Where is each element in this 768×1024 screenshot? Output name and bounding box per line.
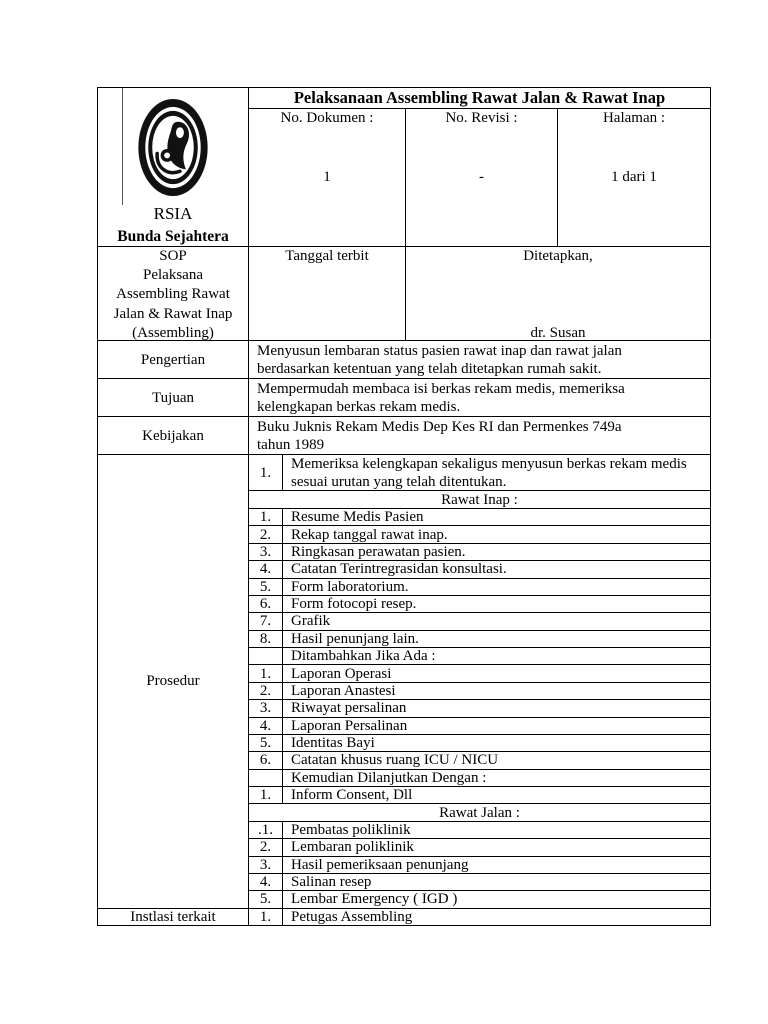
rawat-inap-item-text: Rekap tanggal rawat inap. bbox=[283, 526, 711, 543]
signatory-name: dr. Susan bbox=[530, 325, 586, 341]
lanjutan-item-number: 1. bbox=[249, 787, 283, 804]
hospital-identity-cell bbox=[98, 88, 249, 247]
rawat-jalan-item-text: Hasil pemeriksaan penunjang bbox=[283, 857, 711, 874]
tujuan-text-line: Mempermudah membaca isi berkas rekam medis, memeriksa bbox=[257, 380, 625, 397]
tambahan-item-number: 4. bbox=[249, 718, 283, 735]
document-title: Pelaksanaan Assembling Rawat Jalan & Rawat Inap bbox=[249, 88, 711, 109]
prosedur-step-text bbox=[283, 455, 711, 491]
no-dokumen-value: 1 bbox=[323, 169, 331, 185]
rawat-jalan-item-number: 5. bbox=[249, 891, 283, 908]
rawat-inap-item-number: 2. bbox=[249, 526, 283, 543]
rawat-inap-item-text: Catatan Terintregrasidan konsultasi. bbox=[283, 561, 711, 578]
tujuan-label: Tujuan bbox=[98, 379, 249, 417]
tujuan-text-line: kelengkapan berkas rekam medis. bbox=[257, 398, 461, 415]
rawat-inap-item-number: 7. bbox=[249, 613, 283, 630]
rawat-jalan-item-text: Salinan resep bbox=[283, 874, 711, 891]
rawat-inap-item-text: Grafik bbox=[283, 613, 711, 630]
rawat-inap-item-text: Ringkasan perawatan pasien. bbox=[283, 544, 711, 561]
kebijakan-text-line: Buku Juknis Rekam Medis Dep Kes RI dan Permenkes 749a bbox=[257, 418, 622, 435]
rawat-jalan-heading: Rawat Jalan : bbox=[249, 804, 711, 821]
sop-label-line: (Assembling) bbox=[132, 324, 214, 341]
prosedur-label: Prosedur bbox=[98, 455, 249, 909]
rawat-jalan-item-number: 3. bbox=[249, 857, 283, 874]
rawat-inap-item-text: Form fotocopi resep. bbox=[283, 596, 711, 613]
rawat-jalan-item-number: 4. bbox=[249, 874, 283, 891]
tambahan-item-text: Riwayat persalinan bbox=[283, 700, 711, 717]
sop-document-table bbox=[97, 87, 711, 926]
rawat-inap-item-text: Resume Medis Pasien bbox=[283, 509, 711, 526]
no-dokumen-cell bbox=[249, 109, 406, 247]
rawat-inap-item-number: 4. bbox=[249, 561, 283, 578]
sop-label-line: Assembling Rawat bbox=[116, 286, 230, 303]
sop-label-line: Pelaksana bbox=[143, 267, 203, 284]
rawat-inap-item-number: 6. bbox=[249, 596, 283, 613]
no-revisi-label: No. Revisi : bbox=[445, 110, 518, 126]
rawat-jalan-item-number: 2. bbox=[249, 839, 283, 856]
tambahan-item-text: Catatan khusus ruang ICU / NICU bbox=[283, 752, 711, 769]
instalasi-terkait-label: Instlasi terkait bbox=[98, 909, 249, 926]
tambahan-item-text: Laporan Anastesi bbox=[283, 683, 711, 700]
halaman-label: Halaman : bbox=[602, 110, 666, 126]
sop-label-line: SOP bbox=[159, 248, 187, 264]
tanggal-terbit-cell bbox=[249, 247, 406, 341]
halaman-cell bbox=[558, 109, 711, 247]
tambahan-heading: Ditambahkan Jika Ada : bbox=[283, 648, 711, 665]
prosedur-step-text-line: Memeriksa kelengkapan sekaligus menyusun berkas rekam medis bbox=[291, 455, 687, 472]
pengertian-text-line: Menyusun lembaran status pasien rawat inap dan rawat jalan bbox=[257, 342, 622, 359]
tambahan-item-number: 3. bbox=[249, 700, 283, 717]
ditetapkan-cell bbox=[406, 247, 711, 341]
rawat-inap-item-number: 1. bbox=[249, 509, 283, 526]
rawat-jalan-item-number: .1. bbox=[249, 822, 283, 839]
rawat-jalan-item-text: Pembatas poliklinik bbox=[283, 822, 711, 839]
rawat-inap-item-number: 5. bbox=[249, 579, 283, 596]
tambahan-item-text: Laporan Operasi bbox=[283, 665, 711, 682]
kebijakan-text-line: tahun 1989 bbox=[257, 436, 325, 453]
hospital-logo-icon bbox=[137, 98, 209, 197]
tanggal-terbit-label: Tanggal terbit bbox=[285, 248, 369, 264]
tambahan-item-number: 6. bbox=[249, 752, 283, 769]
tambahan-item-text: Laporan Persalinan bbox=[283, 718, 711, 735]
sop-label-line: Jalan & Rawat Inap bbox=[113, 305, 233, 322]
sop-label-cell bbox=[98, 247, 249, 341]
rawat-inap-item-number: 3. bbox=[249, 544, 283, 561]
no-dokumen-label: No. Dokumen : bbox=[280, 110, 374, 126]
halaman-value: 1 dari 1 bbox=[611, 169, 657, 185]
rawat-inap-heading: Rawat Inap : bbox=[249, 491, 711, 509]
empty-number-cell bbox=[249, 770, 283, 787]
instalasi-item-text: Petugas Assembling bbox=[283, 909, 711, 926]
tambahan-item-number: 5. bbox=[249, 735, 283, 752]
lanjutan-heading: Kemudian Dilanjutkan Dengan : bbox=[283, 770, 711, 787]
rawat-jalan-item-text: Lembaran poliklinik bbox=[283, 839, 711, 856]
rawat-inap-item-text: Hasil penunjang lain. bbox=[283, 631, 711, 648]
empty-number-cell bbox=[249, 648, 283, 665]
rawat-inap-item-number: 8. bbox=[249, 631, 283, 648]
pengertian-text-line: berdasarkan ketentuan yang telah ditetapkan rumah sakit. bbox=[257, 360, 602, 377]
tambahan-item-text: Identitas Bayi bbox=[283, 735, 711, 752]
pengertian-text bbox=[249, 341, 711, 379]
no-revisi-cell bbox=[406, 109, 558, 247]
prosedur-step-text-line: sesuai urutan yang telah ditentukan. bbox=[291, 473, 507, 490]
lanjutan-item-text: Inform Consent, Dll bbox=[283, 787, 711, 804]
hospital-abbreviation: RSIA bbox=[153, 204, 193, 223]
hospital-name: Bunda Sejahtera bbox=[117, 228, 229, 245]
logo-image-edge bbox=[122, 88, 123, 205]
rawat-inap-item-text: Form laboratorium. bbox=[283, 579, 711, 596]
kebijakan-text bbox=[249, 417, 711, 455]
tambahan-item-number: 1. bbox=[249, 665, 283, 682]
no-revisi-value: - bbox=[479, 169, 484, 185]
instalasi-item-number: 1. bbox=[249, 909, 283, 926]
tujuan-text bbox=[249, 379, 711, 417]
tambahan-item-number: 2. bbox=[249, 683, 283, 700]
kebijakan-label: Kebijakan bbox=[98, 417, 249, 455]
ditetapkan-label: Ditetapkan, bbox=[523, 248, 593, 264]
pengertian-label: Pengertian bbox=[98, 341, 249, 379]
rawat-jalan-item-text: Lembar Emergency ( IGD ) bbox=[283, 891, 711, 908]
prosedur-step-number: 1. bbox=[249, 455, 283, 491]
